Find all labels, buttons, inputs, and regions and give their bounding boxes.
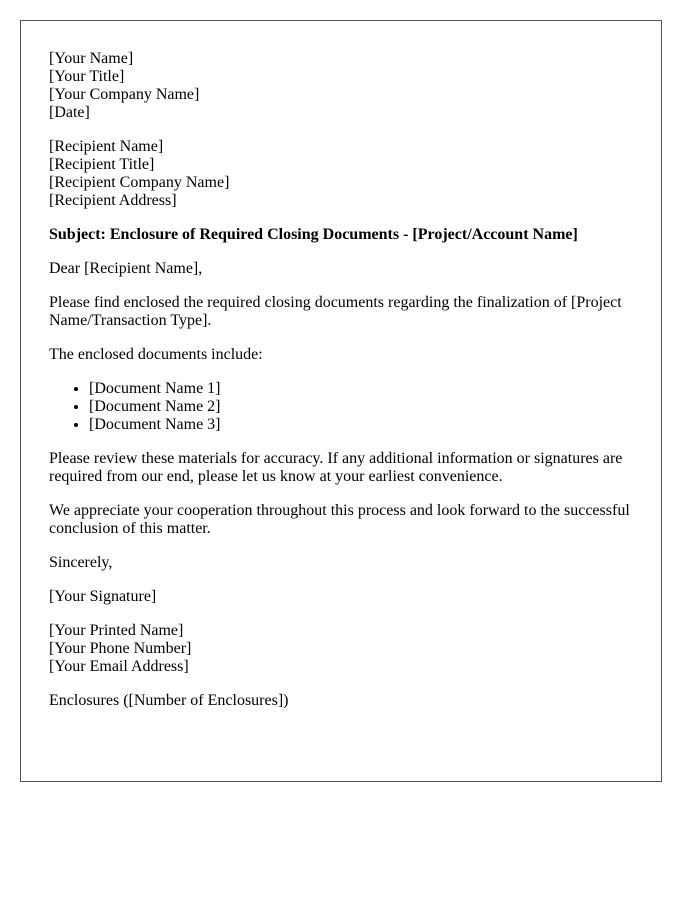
- review-paragraph: Please review these materials for accuracy. If any additional information or signatures are required from our end, please let us know at your earliest convenience.: [49, 450, 623, 485]
- document-list-item: • [Document Name 3]: [89, 416, 633, 434]
- signer-email: [Your Email Address]: [49, 658, 189, 675]
- sender-title: [Your Title]: [49, 68, 125, 85]
- signer-phone: [Your Phone Number]: [49, 640, 192, 657]
- signer-block: [49, 622, 633, 676]
- signer-printed-name: [Your Printed Name]: [49, 622, 184, 639]
- intro-paragraph: Please find enclosed the required closing documents regarding the finalization of [Project Name/Transaction Type].: [49, 294, 622, 329]
- list-intro-paragraph: The enclosed documents include:: [49, 346, 263, 363]
- recipient-address: [Recipient Address]: [49, 192, 177, 209]
- sender-company: [Your Company Name]: [49, 86, 200, 103]
- closing: Sincerely,: [49, 554, 113, 571]
- salutation: Dear [Recipient Name],: [49, 260, 203, 277]
- letter-date: [Date]: [49, 104, 90, 121]
- appreciation-paragraph: We appreciate your cooperation throughout this process and look forward to the successful conclusion of this matter.: [49, 502, 630, 537]
- enclosures-note: Enclosures ([Number of Enclosures]): [49, 692, 289, 709]
- recipient-block: [49, 138, 633, 210]
- sender-name: [Your Name]: [49, 50, 134, 67]
- subject-line: Subject: Enclosure of Required Closing Documents - [Project/Account Name]: [49, 226, 578, 243]
- letter-page: [20, 20, 662, 782]
- sender-block: [49, 50, 633, 122]
- document-list-item: • [Document Name 1]: [89, 380, 633, 398]
- recipient-title: [Recipient Title]: [49, 156, 155, 173]
- signature: [Your Signature]: [49, 588, 157, 605]
- document-list-item: • [Document Name 2]: [89, 398, 633, 416]
- document-list: [49, 380, 633, 434]
- recipient-name: [Recipient Name]: [49, 138, 164, 155]
- recipient-company: [Recipient Company Name]: [49, 174, 230, 191]
